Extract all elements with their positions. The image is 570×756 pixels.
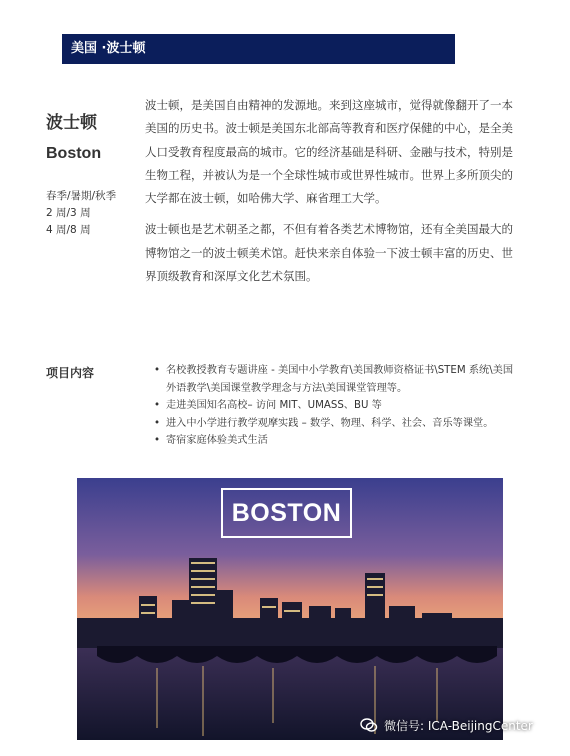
wechat-icon	[360, 716, 378, 734]
wechat-watermark	[360, 716, 533, 734]
city-name-chinese: 波士顿	[46, 113, 97, 133]
list-item: • 进入中小学进行教学观摩实践 – 数学、物理、科学、社会、音乐等课堂。	[152, 415, 522, 433]
watermark-text: 微信号: ICA-BeijingCenter	[384, 718, 533, 733]
list-item: • 寄宿家庭体验美式生活	[152, 432, 522, 450]
program-items-list	[152, 362, 522, 450]
list-item: • 走进美国知名高校– 访问 MIT、UMASS、BU 等	[152, 397, 522, 415]
section-header-bar	[62, 34, 455, 64]
program-section-title: 项目内容	[46, 366, 95, 380]
list-item: • 名校教授教育专题讲座 - 美国中小学教育\美国教师资格证书\STEM 系统\美国外语教学\美国课堂教学理念与方法\美国课堂管理等。	[152, 362, 522, 397]
boston-skyline-photo	[77, 478, 503, 740]
intro-paragraph: 波士顿，是美国自由精神的发源地。来到这座城市，觉得就像翻开了一本美国的历史书。波士顿是美国东北部高等教育和医疗保健的中心，是全美人口受教育程度最高的城市。它的经济基础是科研、金融与技术，特别是生物工程，并被认为是一个全球性城市或世界性城市。世界上多所顶尖的大学都在波士顿，如哈佛大学、麻省理工大学。	[145, 98, 513, 206]
boston-title-overlay: BOSTON	[221, 488, 352, 538]
city-introduction	[145, 94, 520, 296]
city-name-english: Boston	[46, 145, 102, 162]
intro-paragraph: 波士顿也是艺术朝圣之都，不但有着各类艺术博物馆，还有全美国最大的博物馆之一的波士顿美术馆。赶快来亲自体验一下波士顿丰富的历史、世界顶级教育和深厚文化艺术氛围。	[145, 222, 513, 284]
program-terms	[46, 188, 116, 239]
section-header-title: 美国 ·波士顿	[71, 41, 146, 56]
term-duration-short: 2 周/3 周	[46, 207, 91, 219]
term-seasons: 春季/暑期/秋季	[46, 190, 117, 202]
term-duration-long: 4 周/8 周	[46, 224, 91, 236]
